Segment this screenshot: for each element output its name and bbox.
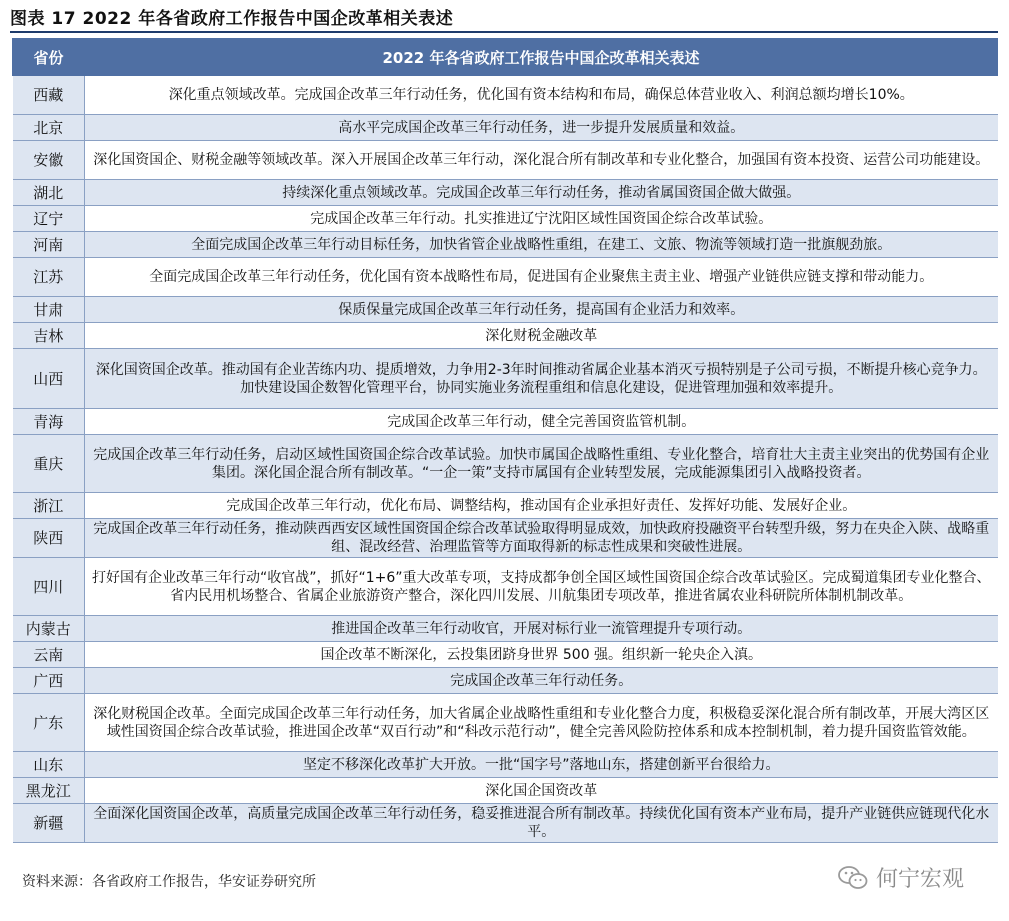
province-cell: 湖北 bbox=[13, 180, 85, 206]
caption-rule bbox=[10, 31, 998, 33]
table-row bbox=[13, 804, 998, 843]
table-row bbox=[13, 323, 998, 349]
table-header-row bbox=[13, 39, 998, 76]
table-row bbox=[13, 493, 998, 519]
province-cell: 广东 bbox=[13, 694, 85, 752]
description-cell: 完成国企改革三年行动任务，推动陕西西安区域性国资国企综合改革试验取得明显成效，加快政府投融资平台转型升级，努力在央企入陕、战略重组、混改经营、治理监管等方面取得新的标志性成果和突破性进展。 bbox=[85, 519, 998, 558]
table-row bbox=[13, 297, 998, 323]
table-row bbox=[13, 642, 998, 668]
description-cell: 持续深化重点领域改革。完成国企改革三年行动任务，推动省属国资国企做大做强。 bbox=[85, 180, 998, 206]
description-cell: 全面完成国企改革三年行动目标任务，加快省管企业战略性重组，在建工、文旅、物流等领域打造一批旗舰劲旅。 bbox=[85, 232, 998, 258]
province-cell: 内蒙古 bbox=[13, 616, 85, 642]
description-cell: 推进国企改革三年行动收官，开展对标行业一流管理提升专项行动。 bbox=[85, 616, 998, 642]
table-row bbox=[13, 349, 998, 409]
brand-name: 何宁宏观 bbox=[876, 867, 965, 892]
description-cell: 深化国资国企、财税金融等领域改革。深入开展国企改革三年行动，深化混合所有制改革和专业化整合，加强国有资本投资、运营公司功能建设。 bbox=[85, 141, 998, 180]
table-row bbox=[13, 141, 998, 180]
brand-watermark bbox=[838, 862, 964, 893]
table-row bbox=[13, 616, 998, 642]
table-row bbox=[13, 232, 998, 258]
table-row bbox=[13, 206, 998, 232]
province-cell: 山西 bbox=[13, 349, 85, 409]
province-cell: 吉林 bbox=[13, 323, 85, 349]
description-cell: 深化重点领域改革。完成国企改革三年行动任务，优化国有资本结构和布局，确保总体营业收入、利润总额均增长10%。 bbox=[85, 76, 998, 115]
description-cell: 保质保量完成国企改革三年行动任务，提高国有企业活力和效率。 bbox=[85, 297, 998, 323]
description-cell: 国企改革不断深化，云投集团跻身世界 500 强。组织新一轮央企入滇。 bbox=[85, 642, 998, 668]
table-row bbox=[13, 115, 998, 141]
description-cell: 深化财税金融改革 bbox=[85, 323, 998, 349]
header-province: 省份 bbox=[13, 39, 85, 76]
table-row bbox=[13, 519, 998, 558]
province-cell: 新疆 bbox=[13, 804, 85, 843]
description-cell: 完成国企改革三年行动，健全完善国资监管机制。 bbox=[85, 409, 998, 435]
province-cell: 四川 bbox=[13, 558, 85, 616]
province-cell: 陕西 bbox=[13, 519, 85, 558]
description-cell: 全面深化国资国企改革，高质量完成国企改革三年行动任务，稳妥推进混合所有制改革。持续优化国有资本产业布局，提升产业链供应链现代化水平。 bbox=[85, 804, 998, 843]
table-row bbox=[13, 558, 998, 616]
province-cell: 山东 bbox=[13, 752, 85, 778]
table-row bbox=[13, 752, 998, 778]
table-row bbox=[13, 694, 998, 752]
province-cell: 西藏 bbox=[13, 76, 85, 115]
province-cell: 重庆 bbox=[13, 435, 85, 493]
description-cell: 完成国企改革三年行动。扎实推进辽宁沈阳区域性国资国企综合改革试验。 bbox=[85, 206, 998, 232]
description-cell: 完成国企改革三年行动，优化布局、调整结构，推动国有企业承担好责任、发挥好功能、发展好企业。 bbox=[85, 493, 998, 519]
reform-table bbox=[12, 38, 998, 843]
description-cell: 全面完成国企改革三年行动任务，优化国有资本战略性布局，促进国有企业聚焦主责主业、增强产业链供应链支撑和带动能力。 bbox=[85, 258, 998, 297]
province-cell: 广西 bbox=[13, 668, 85, 694]
description-cell: 深化财税国企改革。全面完成国企改革三年行动任务，加大省属企业战略性重组和专业化整合力度，积极稳妥深化混合所有制改革，开展大湾区区域性国资国企综合改革试验，推进国企改革“双百行动”和“科改示范行动”，健全完善风险防控体系和成本控制机制，着力提升国资监管效能。 bbox=[85, 694, 998, 752]
description-cell: 完成国企改革三年行动任务。 bbox=[85, 668, 998, 694]
description-cell: 深化国资国企改革。推动国有企业苦练内功、提质增效，力争用2-3年时间推动省属企业基本消灭亏损特别是子公司亏损，不断提升核心竞争力。加快建设国企数智化管理平台，协同实施业务流程重组和信息化建设，促进管理加强和效率提升。 bbox=[85, 349, 998, 409]
table-row bbox=[13, 668, 998, 694]
province-cell: 青海 bbox=[13, 409, 85, 435]
table-row bbox=[13, 409, 998, 435]
province-cell: 甘肃 bbox=[13, 297, 85, 323]
province-cell: 河南 bbox=[13, 232, 85, 258]
description-cell: 坚定不移深化改革扩大开放。一批“国字号”落地山东，搭建创新平台很给力。 bbox=[85, 752, 998, 778]
province-cell: 辽宁 bbox=[13, 206, 85, 232]
table-row bbox=[13, 435, 998, 493]
wechat-icon bbox=[838, 865, 868, 891]
description-cell: 深化国企国资改革 bbox=[85, 778, 998, 804]
figure-caption: 图表 17 2022 年各省政府工作报告中国企改革相关表述 bbox=[10, 9, 454, 29]
province-cell: 浙江 bbox=[13, 493, 85, 519]
table-row bbox=[13, 778, 998, 804]
province-cell: 云南 bbox=[13, 642, 85, 668]
province-cell: 江苏 bbox=[13, 258, 85, 297]
table-row bbox=[13, 258, 998, 297]
province-cell: 安徽 bbox=[13, 141, 85, 180]
province-cell: 黑龙江 bbox=[13, 778, 85, 804]
header-description: 2022 年各省政府工作报告中国企改革相关表述 bbox=[85, 39, 998, 76]
description-cell: 高水平完成国企改革三年行动任务，进一步提升发展质量和效益。 bbox=[85, 115, 998, 141]
source-note: 资料来源：各省政府工作报告，华安证券研究所 bbox=[22, 874, 316, 890]
description-cell: 完成国企改革三年行动任务，启动区域性国资国企综合改革试验。加快市属国企战略性重组、专业化整合，培育壮大主责主业突出的优势国有企业集团。深化国企混合所有制改革。“一企一策”支持市属国有企业转型发展，完成能源集团引入战略投资者。 bbox=[85, 435, 998, 493]
description-cell: 打好国有企业改革三年行动“收官战”，抓好“1+6”重大改革专项，支持成都争创全国区域性国资国企综合改革试验区。完成蜀道集团专业化整合、省内民用机场整合、省属企业旅游资产整合，深化四川发展、川航集团专项改革，推进省属农业科研院所体制机制改革。 bbox=[85, 558, 998, 616]
table-row bbox=[13, 76, 998, 115]
province-cell: 北京 bbox=[13, 115, 85, 141]
table-row bbox=[13, 180, 998, 206]
